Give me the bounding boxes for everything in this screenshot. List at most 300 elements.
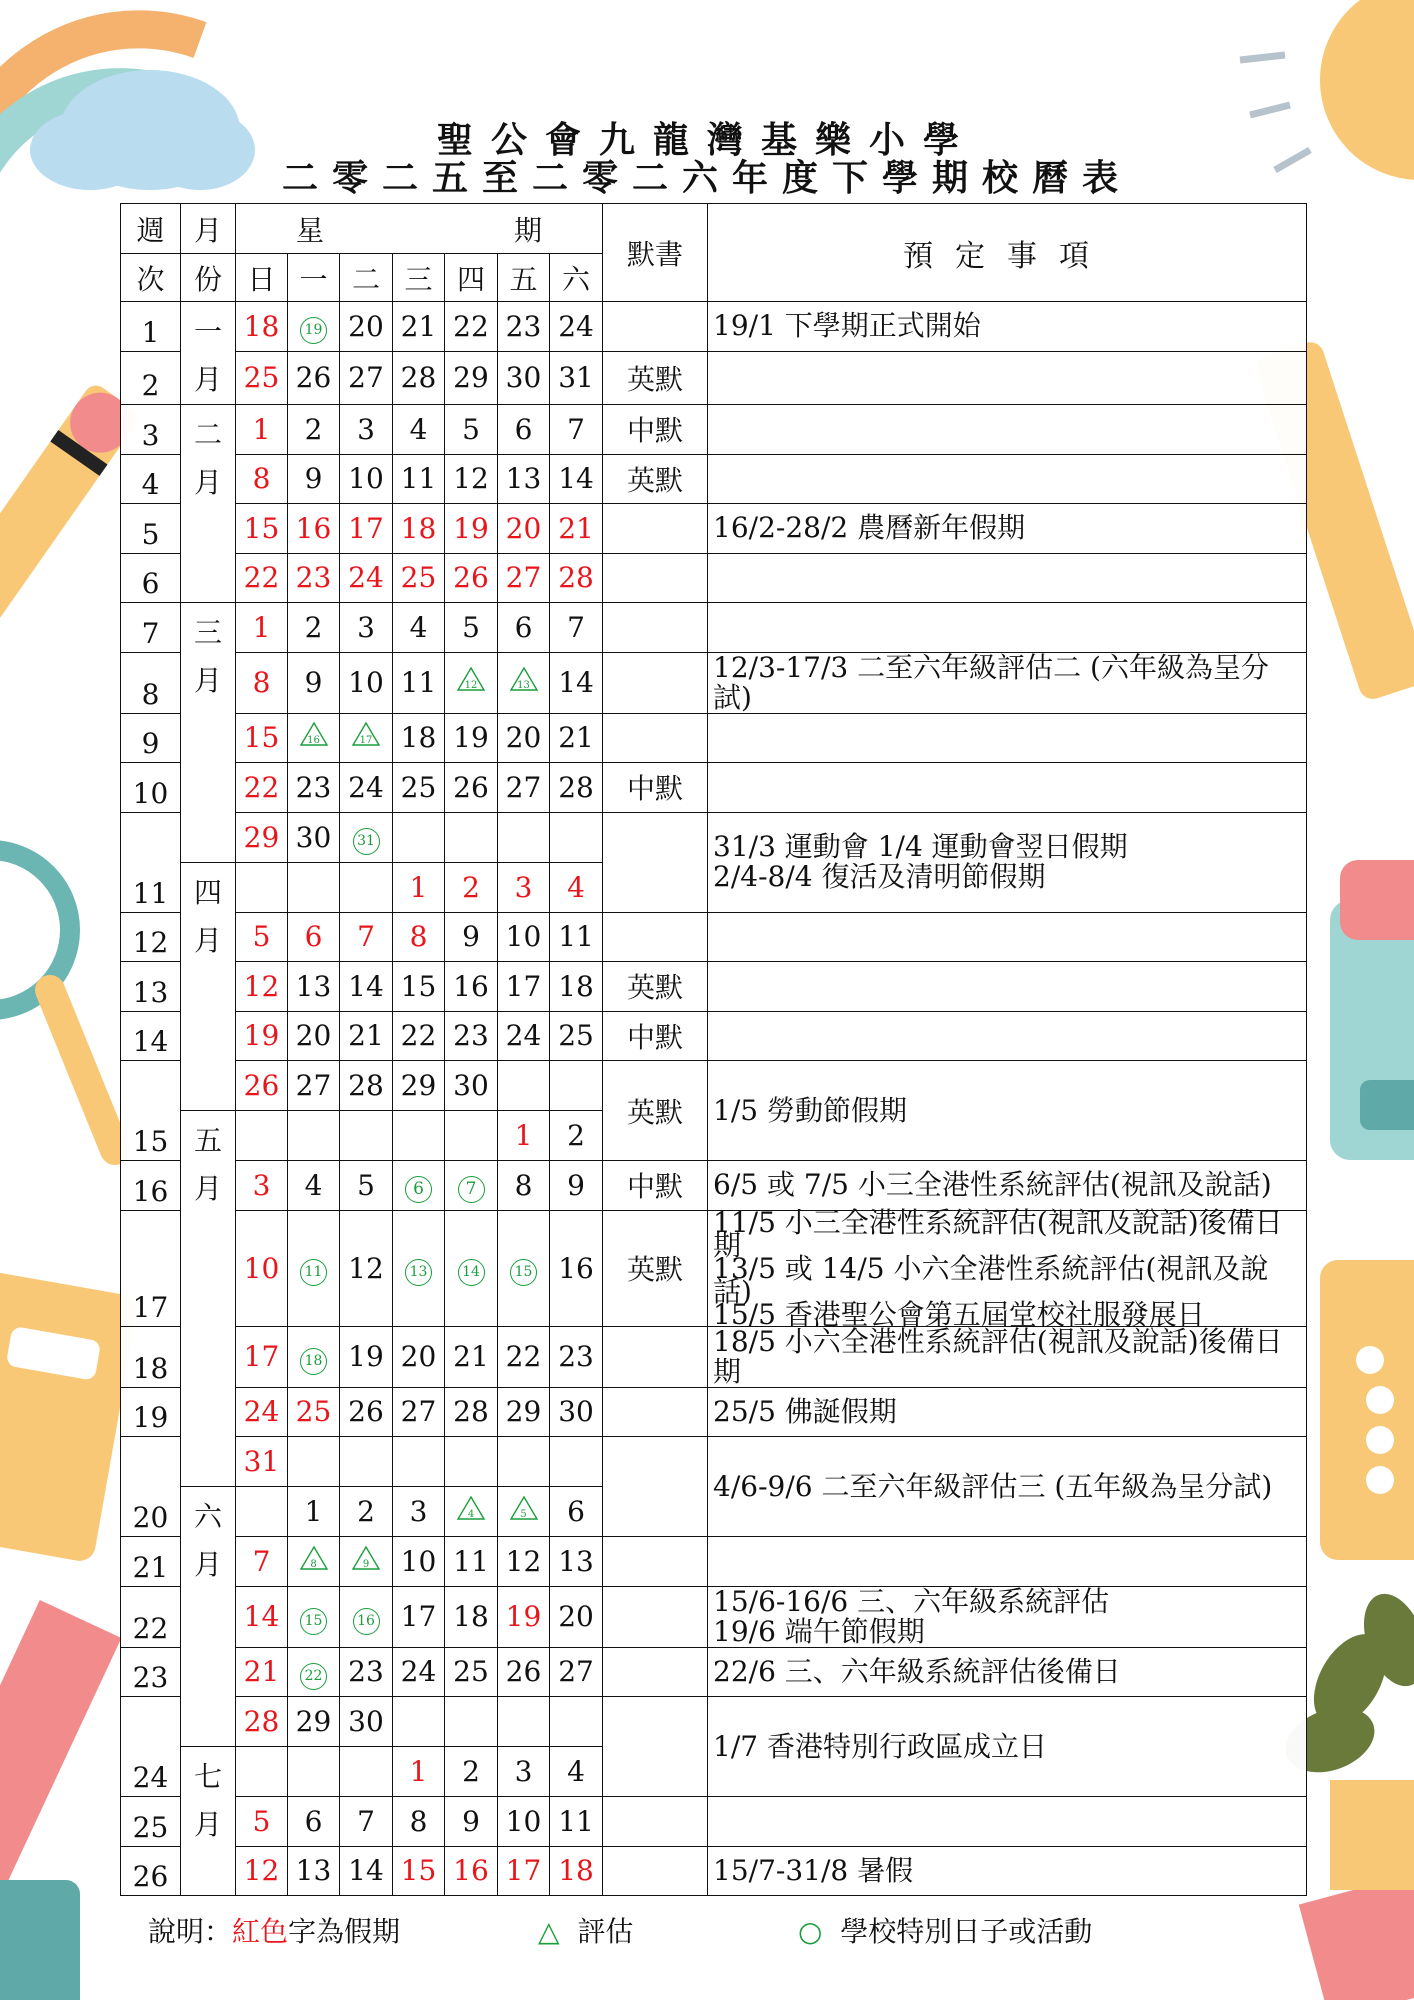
- day-cell: 21: [393, 302, 445, 352]
- day-cell: 28: [550, 553, 603, 603]
- day-cell: 29: [445, 351, 498, 405]
- month-label: 六 月: [181, 1487, 236, 1747]
- day-cell: 7: [550, 405, 603, 455]
- week-number: 23: [121, 1647, 181, 1697]
- day-cell: 6: [288, 1797, 340, 1847]
- day-cell: 11: [550, 1797, 603, 1847]
- dictation-cell: 英默: [603, 351, 708, 405]
- day-cell: 23: [340, 1647, 393, 1697]
- day-cell: 10: [236, 1210, 288, 1326]
- day-cell: 3: [340, 405, 393, 455]
- day-cell: 14: [236, 1586, 288, 1647]
- dictation-cell: 中默: [603, 405, 708, 455]
- weekday-header-1: 一: [288, 254, 340, 302]
- school-name-title: 聖公會九龍灣基樂小學: [436, 119, 977, 161]
- day-cell: 20: [340, 302, 393, 352]
- day-cell: 1: [393, 862, 445, 912]
- day-cell: [550, 1697, 603, 1747]
- day-cell: 30: [445, 1061, 498, 1111]
- day-cell: 12: [445, 454, 498, 504]
- event-cell: [708, 553, 1307, 603]
- day-cell: 15: [236, 713, 288, 763]
- day-cell: 12: [236, 1846, 288, 1896]
- day-cell: 22: [393, 1011, 445, 1061]
- day-cell: [393, 1437, 445, 1487]
- event-cell: 1/5 勞動節假期: [708, 1061, 1307, 1161]
- day-cell: [288, 1747, 340, 1797]
- day-cell: 4: [550, 1747, 603, 1797]
- week-row: [121, 1647, 1307, 1672]
- day-cell: 5: [445, 405, 498, 455]
- day-cell: 24: [498, 1011, 550, 1061]
- events-header: 預定事項: [708, 204, 1307, 302]
- event-cell: [708, 962, 1307, 1012]
- week-number: 4: [121, 454, 181, 504]
- day-cell: [498, 1437, 550, 1487]
- month-header-b: 份: [181, 254, 236, 302]
- day-cell: 9: [288, 454, 340, 504]
- week-number: 9: [121, 713, 181, 763]
- day-cell: 24: [550, 302, 603, 352]
- day-cell: 14: [340, 1846, 393, 1896]
- day-cell: [498, 1697, 550, 1747]
- day-cell: 21: [445, 1326, 498, 1387]
- day-cell: [288, 1326, 340, 1387]
- day-cell: 29: [393, 1061, 445, 1111]
- day-cell: [393, 1697, 445, 1747]
- day-cell: 3: [498, 862, 550, 912]
- day-cell: 22: [498, 1326, 550, 1387]
- week-header-b: 次: [121, 254, 181, 302]
- day-cell: [288, 1437, 340, 1487]
- day-cell: 2: [445, 862, 498, 912]
- day-cell: [288, 1537, 340, 1587]
- month-label: 一 月: [181, 302, 236, 405]
- dictation-cell: [603, 713, 708, 763]
- day-cell: 12: [498, 1537, 550, 1587]
- legend-red-word: 紅色: [232, 1915, 289, 1948]
- day-cell: 28: [445, 1387, 498, 1437]
- event-cell: [708, 603, 1307, 653]
- week-row: [121, 1387, 1307, 1412]
- day-cell: [445, 652, 498, 713]
- day-cell: [236, 1747, 288, 1797]
- circle-icon: ○: [798, 1915, 823, 1948]
- day-cell: 18: [550, 962, 603, 1012]
- day-cell: 19: [498, 1586, 550, 1647]
- dictation-cell: [603, 1537, 708, 1587]
- day-cell: 24: [340, 763, 393, 813]
- legend-red-rest: 字為假期: [288, 1915, 401, 1948]
- day-cell: 28: [393, 351, 445, 405]
- assessment-triangle-icon: 16: [299, 721, 329, 747]
- day-cell: 22: [236, 763, 288, 813]
- day-cell: [393, 1111, 445, 1161]
- day-cell: 6: [288, 912, 340, 962]
- day-cell: 16: [550, 1210, 603, 1326]
- week-row: [121, 1846, 1307, 1871]
- dictation-cell: [603, 1326, 708, 1387]
- dictation-cell: [603, 302, 708, 352]
- day-cell: 27: [340, 351, 393, 405]
- day-cell: 13: [288, 962, 340, 1012]
- week-row: [121, 504, 1307, 529]
- day-cell: 28: [340, 1061, 393, 1111]
- event-cell: [708, 912, 1307, 962]
- day-cell: 3: [340, 603, 393, 653]
- day-cell: [340, 1111, 393, 1161]
- week-header-a: 週: [121, 204, 181, 254]
- week-number: 6: [121, 553, 181, 603]
- week-number: 19: [121, 1387, 181, 1437]
- day-cell: 9: [445, 912, 498, 962]
- day-cell: 18: [236, 302, 288, 352]
- event-cell: [708, 454, 1307, 504]
- day-cell: 4: [393, 603, 445, 653]
- day-cell: 30: [498, 351, 550, 405]
- day-cell: 16: [445, 962, 498, 1012]
- day-cell: 26: [340, 1387, 393, 1437]
- day-cell: 24: [393, 1647, 445, 1697]
- day-cell: [550, 812, 603, 862]
- dictation-cell: 英默: [603, 454, 708, 504]
- day-cell: 18: [550, 1846, 603, 1896]
- dictation-cell: [603, 603, 708, 653]
- day-cell: 5: [236, 1797, 288, 1847]
- event-cell: [708, 405, 1307, 455]
- day-cell: 23: [288, 553, 340, 603]
- day-cell: 26: [288, 351, 340, 405]
- day-cell: [340, 1537, 393, 1587]
- day-cell: 30: [550, 1387, 603, 1437]
- day-cell: [288, 862, 340, 912]
- legend-special-day: [798, 1910, 1092, 1950]
- event-cell: [708, 351, 1307, 405]
- legend-assessment: [538, 1910, 633, 1950]
- day-cell: 2: [340, 1487, 393, 1537]
- day-cell: [550, 1061, 603, 1111]
- day-cell: 20: [550, 1586, 603, 1647]
- day-cell: 29: [498, 1387, 550, 1437]
- dictation-cell: 中默: [603, 763, 708, 813]
- week-row: [121, 1210, 1307, 1268]
- day-cell: 17: [340, 504, 393, 554]
- day-cell: 17: [393, 1586, 445, 1647]
- special-day-circle-icon: 7: [458, 1176, 485, 1203]
- dictation-cell: [603, 1647, 708, 1697]
- calendar-body: [121, 302, 1307, 1896]
- day-cell: 1: [236, 405, 288, 455]
- dictation-cell: [603, 652, 708, 713]
- day-cell: 3: [498, 1747, 550, 1797]
- week-number: 10: [121, 763, 181, 813]
- day-cell: 25: [236, 351, 288, 405]
- week-row: [121, 351, 1307, 380]
- week-number: 15: [121, 1061, 181, 1161]
- dictation-header: 默書: [603, 204, 708, 302]
- day-cell: 26: [445, 553, 498, 603]
- day-cell: 8: [498, 1161, 550, 1211]
- week-row: [121, 1537, 1307, 1562]
- day-cell: 20: [393, 1326, 445, 1387]
- day-cell: 27: [498, 553, 550, 603]
- day-cell: [340, 862, 393, 912]
- day-cell: 13: [550, 1537, 603, 1587]
- day-cell: 24: [340, 553, 393, 603]
- day-cell: 27: [288, 1061, 340, 1111]
- special-day-circle-icon: 6: [405, 1176, 432, 1203]
- day-cell: [236, 1111, 288, 1161]
- week-number: 2: [121, 351, 181, 405]
- dictation-cell: 中默: [603, 1011, 708, 1061]
- month-label: 四 月: [181, 862, 236, 1111]
- dictation-cell: 英默: [603, 1061, 708, 1161]
- day-cell: [445, 1210, 498, 1326]
- day-cell: 26: [498, 1647, 550, 1697]
- day-cell: 23: [288, 763, 340, 813]
- day-cell: 2: [445, 1747, 498, 1797]
- day-cell: 20: [498, 504, 550, 554]
- day-cell: 23: [445, 1011, 498, 1061]
- day-cell: 11: [393, 454, 445, 504]
- day-cell: 25: [550, 1011, 603, 1061]
- day-cell: 1: [498, 1111, 550, 1161]
- week-number: 26: [121, 1846, 181, 1896]
- day-cell: 1: [288, 1487, 340, 1537]
- event-cell: 6/5 或 7/5 小三全港性系統評估(視訊及說話): [708, 1161, 1307, 1211]
- day-cell: 4: [550, 862, 603, 912]
- day-cell: 5: [236, 912, 288, 962]
- dictation-cell: [603, 1437, 708, 1537]
- qi-label: 期: [514, 213, 543, 247]
- day-cell: [340, 713, 393, 763]
- special-day-circle-icon: 13: [405, 1259, 432, 1286]
- day-cell: [288, 1586, 340, 1647]
- day-cell: 19: [445, 504, 498, 554]
- day-cell: 8: [393, 1797, 445, 1847]
- month-label: 五 月: [181, 1111, 236, 1487]
- day-cell: [393, 1210, 445, 1326]
- dictation-cell: [603, 912, 708, 962]
- dictation-cell: [603, 553, 708, 603]
- day-cell: 19: [445, 713, 498, 763]
- day-cell: 10: [498, 1797, 550, 1847]
- day-cell: 24: [236, 1387, 288, 1437]
- day-cell: 7: [550, 603, 603, 653]
- event-cell: 18/5 小六全港性系統評估(視訊及說話)後備日期: [708, 1326, 1307, 1387]
- day-cell: [445, 812, 498, 862]
- day-cell: 15: [236, 504, 288, 554]
- special-day-circle-icon: 22: [300, 1663, 327, 1690]
- dictation-cell: 英默: [603, 962, 708, 1012]
- day-cell: 6: [498, 405, 550, 455]
- special-day-circle-icon: 16: [353, 1608, 380, 1635]
- week-row: [121, 603, 1307, 628]
- dictation-cell: [603, 812, 708, 912]
- day-cell: [445, 1697, 498, 1747]
- event-cell: 11/5 小三全港性系統評估(視訊及說話)後備日期 13/5 或 14/5 小六全港性系統評估(視訊及說話) 15/5 香港聖公會第五屆堂校社服發展日: [708, 1210, 1307, 1326]
- day-cell: [236, 862, 288, 912]
- assessment-triangle-icon: 9: [351, 1545, 381, 1571]
- day-cell: 9: [550, 1161, 603, 1211]
- day-cell: 20: [498, 713, 550, 763]
- xing-label: 星: [296, 213, 325, 247]
- day-cell: 28: [550, 763, 603, 813]
- week-row: [121, 652, 1307, 683]
- day-cell: 15: [393, 1846, 445, 1896]
- week-row: [121, 812, 1307, 862]
- day-cell: [498, 1487, 550, 1537]
- week-row: [121, 912, 1307, 937]
- day-cell: [288, 302, 340, 352]
- day-cell: [393, 812, 445, 862]
- event-cell: [708, 1011, 1307, 1061]
- day-cell: 9: [288, 652, 340, 713]
- day-cell: 3: [236, 1161, 288, 1211]
- day-cell: 28: [236, 1697, 288, 1747]
- day-cell: 27: [393, 1387, 445, 1437]
- day-cell: 8: [236, 652, 288, 713]
- assessment-triangle-icon: 5: [509, 1495, 539, 1521]
- day-cell: 23: [498, 302, 550, 352]
- event-cell: 4/6-9/6 二至六年級評估三 (五年級為呈分試): [708, 1437, 1307, 1537]
- event-cell: 22/6 三、六年級系統評估後備日: [708, 1647, 1307, 1697]
- dictation-cell: 中默: [603, 1161, 708, 1211]
- day-cell: 14: [340, 962, 393, 1012]
- assessment-triangle-icon: 4: [456, 1495, 486, 1521]
- day-cell: 2: [288, 603, 340, 653]
- day-cell: 16: [288, 504, 340, 554]
- day-cell: 4: [288, 1161, 340, 1211]
- legend-prefix: 說明：: [148, 1915, 233, 1948]
- day-cell: [288, 713, 340, 763]
- legend-triangle-label: 評估: [577, 1915, 634, 1948]
- event-cell: [708, 1537, 1307, 1587]
- weekday-header-5: 五: [498, 254, 550, 302]
- day-cell: 25: [393, 553, 445, 603]
- weekday-header-4: 四: [445, 254, 498, 302]
- week-row: [121, 962, 1307, 987]
- day-cell: 27: [498, 763, 550, 813]
- dictation-cell: 英默: [603, 1210, 708, 1326]
- day-cell: 26: [445, 763, 498, 813]
- day-cell: 6: [498, 603, 550, 653]
- day-cell: 19: [340, 1326, 393, 1387]
- weekday-header-2: 二: [340, 254, 393, 302]
- day-cell: [550, 1437, 603, 1487]
- month-label: 三 月: [181, 603, 236, 863]
- day-cell: 5: [340, 1161, 393, 1211]
- event-cell: 25/5 佛誕假期: [708, 1387, 1307, 1437]
- event-cell: 31/3 運動會 1/4 運動會翌日假期 2/4-8/4 復活及清明節假期: [708, 812, 1307, 912]
- day-cell: 13: [498, 454, 550, 504]
- day-cell: 21: [550, 504, 603, 554]
- week-number: 5: [121, 504, 181, 554]
- day-cell: 12: [236, 962, 288, 1012]
- day-cell: [445, 1161, 498, 1211]
- dictation-cell: [603, 1846, 708, 1896]
- day-cell: 17: [498, 1846, 550, 1896]
- day-cell: 19: [236, 1011, 288, 1061]
- day-cell: 18: [393, 713, 445, 763]
- day-cell: 5: [445, 603, 498, 653]
- legend-circle-label: 學校特別日子或活動: [840, 1915, 1093, 1948]
- weekday-header-0: 日: [236, 254, 288, 302]
- day-cell: 12: [340, 1210, 393, 1326]
- event-cell: [708, 1797, 1307, 1847]
- day-cell: 31: [236, 1437, 288, 1487]
- day-cell: 18: [445, 1586, 498, 1647]
- week-number: 3: [121, 405, 181, 455]
- event-cell: [708, 713, 1307, 763]
- week-number: 20: [121, 1437, 181, 1537]
- week-number: 14: [121, 1011, 181, 1061]
- week-row: [121, 1797, 1307, 1822]
- day-cell: 29: [288, 1697, 340, 1747]
- day-cell: [236, 1487, 288, 1537]
- day-cell: 17: [498, 962, 550, 1012]
- day-cell: 11: [550, 912, 603, 962]
- notebook-illustration: [0, 1266, 139, 1563]
- assessment-triangle-icon: 17: [351, 721, 381, 747]
- day-cell: 20: [288, 1011, 340, 1061]
- week-number: 13: [121, 962, 181, 1012]
- day-cell: [340, 1437, 393, 1487]
- week-number: 24: [121, 1697, 181, 1797]
- calendar-title: 二零二五至二零二六年度下學期校曆表: [281, 157, 1132, 199]
- week-number: 21: [121, 1537, 181, 1587]
- day-cell: [340, 812, 393, 862]
- day-cell: 9: [445, 1797, 498, 1847]
- dictation-cell: [603, 1697, 708, 1797]
- day-cell: 30: [288, 812, 340, 862]
- day-cell: [498, 652, 550, 713]
- day-cell: [445, 1487, 498, 1537]
- day-cell: 8: [393, 912, 445, 962]
- week-row: [121, 405, 1307, 430]
- day-cell: [340, 1747, 393, 1797]
- week-row: [121, 1061, 1307, 1111]
- event-cell: 15/7-31/8 暑假: [708, 1846, 1307, 1896]
- week-row: [121, 1161, 1307, 1186]
- event-cell: 16/2-28/2 農曆新年假期: [708, 504, 1307, 554]
- day-cell: 25: [288, 1387, 340, 1437]
- week-row: [121, 302, 1307, 327]
- day-cell: 29: [236, 812, 288, 862]
- magnifier-illustration: [0, 850, 115, 1150]
- day-cell: 11: [445, 1537, 498, 1587]
- special-day-circle-icon: 15: [300, 1608, 327, 1635]
- day-cell: 22: [236, 553, 288, 603]
- week-row: [121, 1326, 1307, 1357]
- month-header-a: 月: [181, 204, 236, 254]
- day-cell: 7: [236, 1537, 288, 1587]
- weekday-header-3: 三: [393, 254, 445, 302]
- day-cell: 11: [393, 652, 445, 713]
- day-cell: 10: [340, 652, 393, 713]
- day-cell: [498, 1210, 550, 1326]
- day-cell: 14: [550, 652, 603, 713]
- day-cell: 18: [393, 504, 445, 554]
- week-number: 22: [121, 1586, 181, 1647]
- special-day-circle-icon: 31: [353, 828, 380, 855]
- legend-holiday: [148, 1910, 400, 1950]
- week-row: [121, 713, 1307, 738]
- day-cell: 13: [288, 1846, 340, 1896]
- day-cell: 10: [393, 1537, 445, 1587]
- week-number: 18: [121, 1326, 181, 1387]
- school-calendar-table: [120, 203, 1307, 1896]
